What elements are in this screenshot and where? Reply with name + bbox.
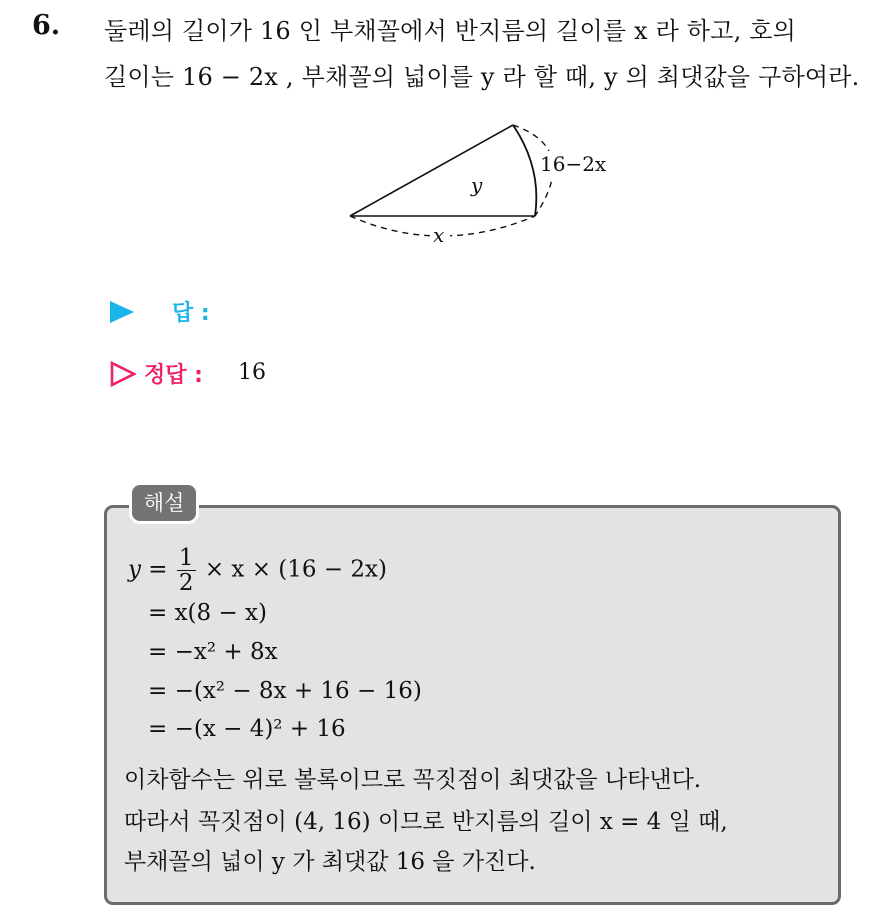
solution-text-line-2: 따라서 꼭짓점이 (4, 16) 이므로 반지름의 길이 x = 4 일 때, (124, 809, 728, 835)
solution-equation-3: = −x² + 8x (148, 639, 278, 665)
solution-equation-1 (128, 546, 387, 595)
sector-figure (330, 118, 630, 248)
correct-answer-value: 16 (238, 360, 266, 385)
solution-text-line-1: 이차함수는 위로 볼록이므로 꼭짓점이 최댓값을 나타낸다. (124, 767, 702, 793)
solution-tag: 해설 (129, 482, 199, 524)
eq1-left: y = (128, 556, 168, 583)
answer-label: 답 : (172, 301, 210, 326)
sector-arc (513, 125, 536, 216)
radius-label: x (433, 223, 445, 247)
arc-length-label: 16−2x (540, 152, 607, 176)
question-text-line-1: 둘레의 길이가 16 인 부채꼴에서 반지름의 길이를 x 라 하고, 호의 (104, 17, 797, 45)
question-number: 6. (32, 10, 61, 41)
correct-triangle-outline-icon (110, 361, 136, 387)
answer-triangle-icon (110, 301, 134, 323)
eq1-right: × x × (16 − 2x) (204, 556, 388, 583)
solution-equation-5: = −(x − 4)² + 16 (148, 716, 346, 742)
fraction-denominator: 2 (178, 570, 194, 596)
area-label: y (471, 173, 483, 197)
sector-radius-top (350, 125, 513, 216)
solution-text-line-3: 부채꼴의 넓이 y 가 최댓값 16 을 가진다. (124, 849, 536, 875)
question-text-line-2: 길이는 16 − 2x , 부채꼴의 넓이를 y 라 할 때, y 의 최댓값을 구하여라. (104, 63, 860, 91)
solution-equation-4: = −(x² − 8x + 16 − 16) (148, 678, 422, 704)
correct-answer-label: 정답 : (144, 363, 203, 388)
fraction-numerator: 1 (178, 545, 194, 571)
solution-equation-2: = x(8 − x) (148, 600, 267, 626)
one-half-fraction (177, 546, 196, 595)
